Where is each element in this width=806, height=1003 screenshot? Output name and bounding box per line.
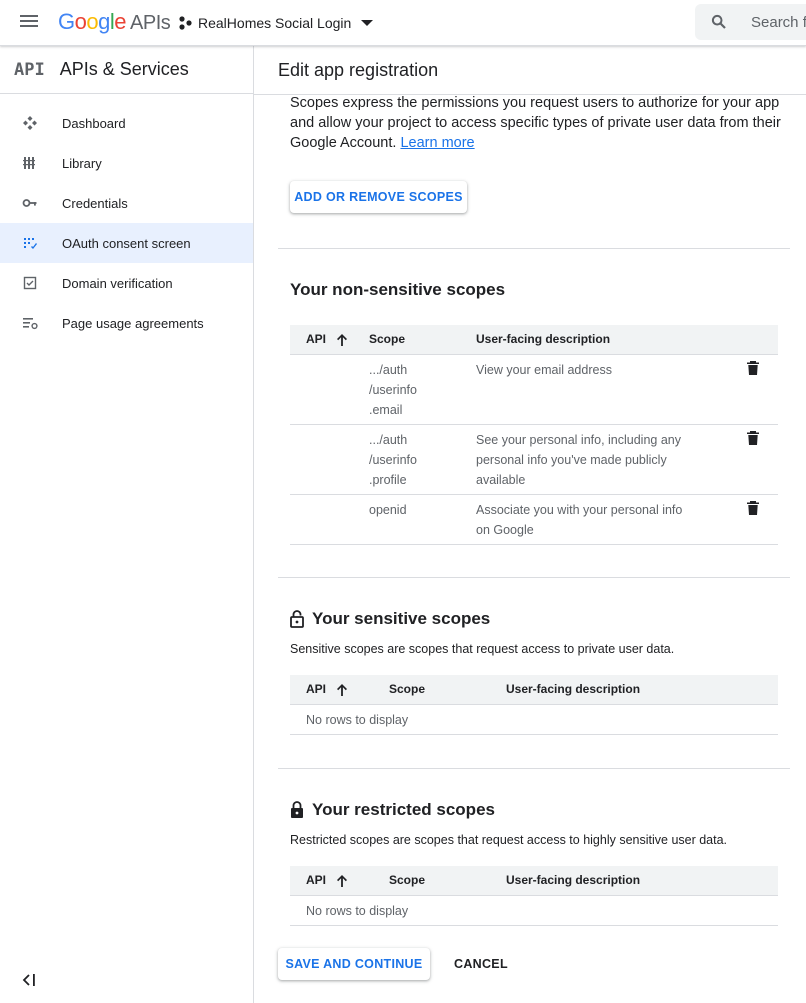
description-text: Associate you with your personal info on Google: [476, 502, 683, 537]
settings-list-icon: [22, 315, 38, 331]
sort-arrow-up-icon[interactable]: [336, 333, 348, 347]
scope-column-header: Scope: [389, 675, 506, 704]
sidebar-item-domain-verification[interactable]: [0, 263, 253, 303]
sort-arrow-up-icon[interactable]: [336, 683, 348, 697]
restricted-scopes-table: [290, 866, 778, 926]
learn-more-link[interactable]: Learn more: [400, 135, 475, 151]
sidebar-header: [0, 46, 253, 94]
actions-cell: [726, 494, 778, 544]
api-cell: [290, 354, 369, 424]
sidebar-item-label: OAuth consent screen: [62, 235, 191, 251]
logo-letter: l: [109, 9, 115, 34]
chevron-down-icon: [361, 20, 373, 26]
table-header-row: [290, 866, 778, 895]
logo-letter: o: [74, 9, 87, 34]
column-label: API: [306, 681, 327, 696]
main-content: [254, 46, 806, 1003]
api-badge-icon: API: [14, 59, 45, 80]
description-column-header: User-facing description: [506, 675, 778, 704]
api-cell: [290, 494, 369, 544]
table-row: [290, 494, 778, 544]
delete-icon[interactable]: [746, 500, 760, 516]
logo-letter: o: [86, 9, 99, 34]
no-rows-message: No rows to display: [290, 704, 778, 734]
sidebar-item-label: Page usage agreements: [62, 315, 204, 331]
sidebar-item-oauth-consent-screen[interactable]: [0, 223, 253, 263]
sensitive-scopes-description: Sensitive scopes are scopes that request access to private user data.: [290, 642, 675, 656]
scope-cell: [369, 424, 476, 494]
sidebar-nav: [0, 103, 253, 343]
sort-arrow-up-icon[interactable]: [336, 874, 348, 888]
lock-open-icon: [290, 610, 304, 628]
table-row: [290, 354, 778, 424]
non-sensitive-scopes-title: [290, 280, 505, 300]
restricted-scopes-title: [290, 800, 495, 820]
actions-cell: [726, 354, 778, 424]
top-bar: [0, 0, 806, 46]
lock-icon: [290, 801, 304, 819]
table-header-row: [290, 325, 778, 354]
non-sensitive-scopes-table: [290, 325, 778, 545]
search-box[interactable]: [695, 4, 806, 40]
description-column-header: User-facing description: [506, 866, 778, 895]
column-label: API: [306, 872, 327, 887]
library-icon: [22, 155, 38, 171]
section-title-text: Your sensitive scopes: [312, 609, 491, 628]
scope-text: .../auth /userinfo .profile: [369, 432, 417, 487]
scope-text: .../auth /userinfo .email: [369, 362, 417, 417]
delete-icon[interactable]: [746, 430, 760, 446]
collapse-sidebar-icon[interactable]: [22, 973, 38, 987]
restricted-scopes-description: Restricted scopes are scopes that request access to highly sensitive user data.: [290, 833, 728, 847]
sensitive-scopes-title: [290, 609, 490, 629]
page-title: Edit app registration: [278, 60, 439, 80]
section-title-text: Your restricted scopes: [312, 800, 495, 819]
sidebar: [0, 46, 254, 1003]
no-rows-message: No rows to display: [290, 895, 778, 925]
search-input[interactable]: [751, 14, 806, 31]
empty-row: [290, 895, 778, 925]
scopes-intro: [290, 93, 790, 153]
section-divider: [278, 768, 790, 769]
description-cell: View your email address: [476, 354, 726, 424]
scope-cell: openid: [369, 494, 476, 544]
empty-row: [290, 704, 778, 734]
table-row: [290, 424, 778, 494]
key-icon: [22, 195, 38, 211]
logo-letter: G: [58, 9, 75, 34]
search-icon: [711, 14, 727, 30]
dashboard-icon: [22, 115, 38, 131]
scope-column-header: Scope: [369, 325, 476, 354]
logo-letter: e: [114, 9, 127, 34]
description-column-header: User-facing description: [476, 325, 726, 354]
description-text: See your personal info, including any personal info you've made publicly available: [476, 432, 681, 487]
sidebar-item-dashboard[interactable]: [0, 103, 253, 143]
menu-icon[interactable]: [18, 13, 40, 33]
sidebar-item-label: Library: [62, 155, 102, 171]
description-cell: [476, 424, 726, 494]
section-divider: [278, 577, 790, 578]
sidebar-title: APIs & Services: [59, 59, 189, 79]
column-label: API: [306, 331, 327, 346]
save-and-continue-button[interactable]: SAVE AND CONTINUE: [278, 948, 430, 980]
api-column-header[interactable]: [290, 325, 369, 354]
sidebar-item-credentials[interactable]: [0, 183, 253, 223]
sidebar-item-library[interactable]: [0, 143, 253, 183]
consent-icon: [22, 235, 38, 251]
table-header-row: [290, 675, 778, 704]
section-divider: [278, 248, 790, 249]
api-column-header[interactable]: [290, 675, 389, 704]
sidebar-item-label: Domain verification: [62, 275, 173, 291]
actions-cell: [726, 424, 778, 494]
google-apis-logo[interactable]: [58, 9, 170, 35]
delete-icon[interactable]: [746, 360, 760, 376]
description-cell: [476, 494, 726, 544]
scope-cell: [369, 354, 476, 424]
section-title-text: Your non-sensitive scopes: [290, 280, 506, 299]
sidebar-item-page-usage-agreements[interactable]: [0, 303, 253, 343]
checkbox-icon: [22, 275, 38, 291]
project-name: RealHomes Social Login: [198, 15, 352, 31]
intro-text: Scopes express the permissions you request users to authorize for your app and allow your project to access specific types of private user data from their Google Account.: [290, 95, 781, 151]
api-column-header[interactable]: [290, 866, 389, 895]
project-selector[interactable]: [178, 12, 373, 34]
sensitive-scopes-table: [290, 675, 778, 735]
cancel-button[interactable]: CANCEL: [454, 957, 508, 971]
api-cell: [290, 424, 369, 494]
scope-column-header: Scope: [389, 866, 506, 895]
project-dots-icon: [178, 16, 192, 30]
actions-column-header: [726, 325, 778, 354]
logo-apis-text: APIs: [130, 12, 171, 34]
add-remove-scopes-button[interactable]: ADD OR REMOVE SCOPES: [290, 181, 467, 213]
sidebar-item-label: Dashboard: [62, 115, 126, 131]
logo-letter: g: [98, 9, 110, 34]
sidebar-item-label: Credentials: [62, 195, 128, 211]
